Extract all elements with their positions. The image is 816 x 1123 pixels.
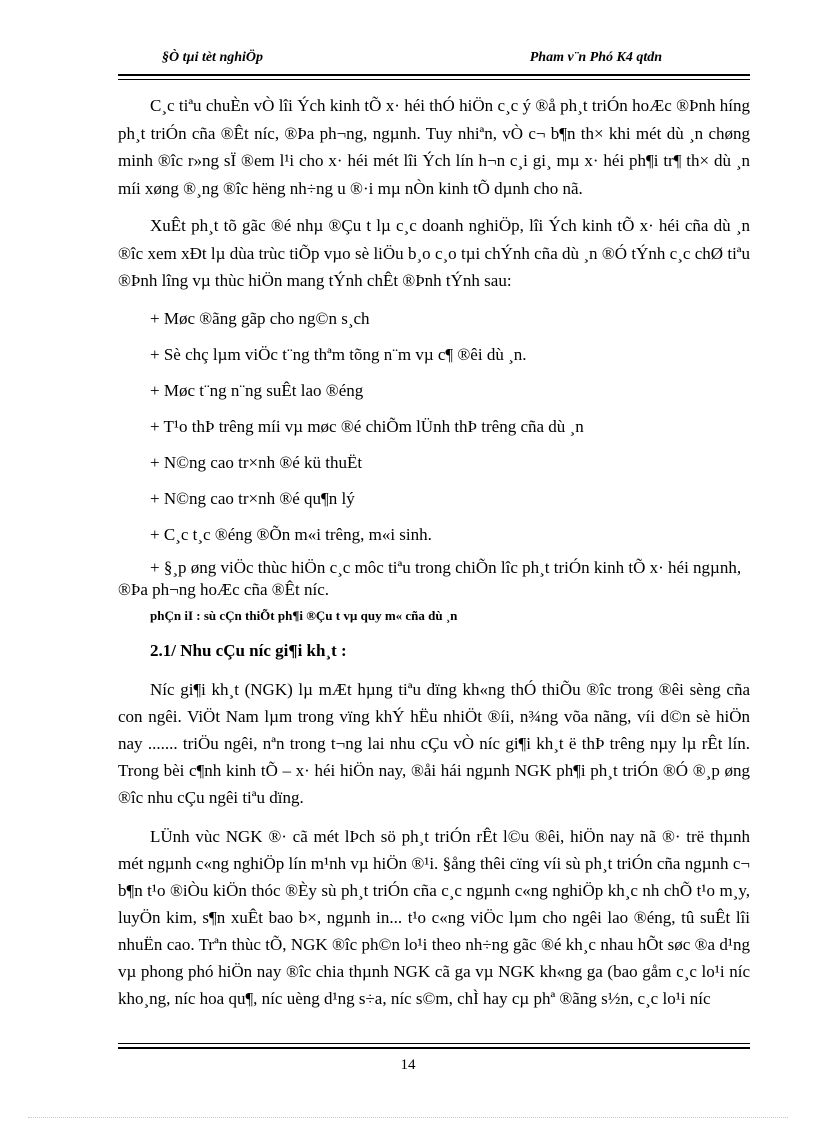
header-rule-thin <box>118 79 750 80</box>
list-item: + C¸c t¸c ®éng ®Õn m«i trêng, m«i sinh. <box>150 524 432 544</box>
subsection-heading: 2.1/ Nhu cÇu níc gi¶i kh¸t : <box>150 640 347 660</box>
page-header <box>118 50 750 72</box>
header-right-text: Pham v¨n Phó K4 qtdn <box>529 50 662 65</box>
paragraph: C¸c tiªu chuÈn vÒ lîi Ých kinh tÕ x· héi thÓ hiÖn c¸c ý ®å ph¸t triÓn hoÆc ®Þnh híng ph¸t triÓn cña ®Êt níc, ®Þa ph¬ng, ngµnh. Tuy nhiªn, vÒ c¬ b¶n th× khi mét dù ¸n chøng minh ®îc r»ng sÏ ®em l¹i cho x· héi mét lîi Ých lín h¬n c¸i gi¸ mµ x· héi ph¶i tr¶ th× dù ¸n míi xøng ®¸ng ®îc hëng nh÷ng u ®·i mµ nÒn kinh tÕ dµnh cho nã. <box>118 96 750 198</box>
list-item: + Møc ®ãng gãp cho ng©n s¸ch <box>150 308 370 328</box>
page-body <box>118 92 750 1024</box>
list-item: + Sè chç lµm viÖc t¨ng thªm tõng n¨m vµ c¶ ®êi dù ¸n. <box>150 344 527 364</box>
page-bottom-divider <box>28 1117 788 1118</box>
list-item: + N©ng cao tr×nh ®é kü thuËt <box>150 452 363 472</box>
list-item: + Møc t¨ng n¨ng suÊt lao ®éng <box>150 380 364 400</box>
list-item: + §¸p øng viÖc thùc hiÖn c¸c môc tiªu trong chiÕn lîc ph¸t triÓn kinh tÕ x· héi ngµnh, ®Þa ph¬ng hoÆc cña ®Êt níc. <box>118 557 742 599</box>
list-item: + T¹o thÞ trêng míi vµ møc ®é chiÕm lÜnh thÞ trêng cña dù ¸n <box>150 416 584 436</box>
page-number: 14 <box>400 1057 416 1073</box>
paragraph: Níc gi¶i kh¸t (NGK) lµ mÆt hµng tiªu dïng kh«ng thÓ thiÕu ®îc trong ®êi sèng cña con ngêi. ViÖt Nam lµm trong vïng khÝ hËu nhiÖt ®íi, n¾ng võa nãng, víi d©n sè hiÖn nay ....... triÖu ngêi, nªn trong t¬ng lai nhu cÇu vÒ níc gi¶i kh¸t ë thÞ trêng nµy lµ rÊt lín. Trong bèi c¶nh kinh tÕ – x· héi hiÖn nay, ®åi hái ngµnh NGK ph¶i ph¸t triÓn ®Ó ®¸p øng ®îc nhu cÇu ngêi tiªu dïng. <box>118 680 750 807</box>
footer-rule-thick <box>118 1047 750 1049</box>
header-rule-thick <box>118 74 750 76</box>
paragraph: XuÊt ph¸t tõ gãc ®é nhµ ®Çu t lµ c¸c doanh nghiÖp, lîi Ých kinh tÕ x· héi cña dù ¸n ®îc xem xÐt lµ dùa trùc tiÕp vµo sè liÖu b¸o c¸o tµi chÝnh cña dù ¸n ®Ó tÝnh c¸c chØ tiªu ®Þnh lîng vµ thùc hiÖn mang tÝnh chÊt ®Þnh tÝnh sau: <box>118 216 750 290</box>
criteria-list <box>118 305 750 601</box>
section-title: phÇn iI : sù cÇn thiÕt ph¶i ®Çu t vµ quy m« cña dù ¸n <box>150 607 458 623</box>
header-left-text: §Ò tµi tèt nghiÖp <box>162 50 264 65</box>
list-item: + N©ng cao tr×nh ®é qu¶n lý <box>150 488 355 508</box>
footer-rule-thin <box>118 1043 750 1044</box>
paragraph: LÜnh vùc NGK ®· cã mét lÞch sö ph¸t triÓn rÊt l©u ®êi, hiÖn nay nã ®· trë thµnh mét ngµnh c«ng nghiÖp lín m¹nh vµ hiÖn ®¹i. §ång thêi cïng víi sù ph¸t triÓn cña ngµnh c¬ b¶n t¹o ®iÒu kiÖn thóc ®Èy sù ph¸t triÓn cña c¸c ngµnh c«ng nghiÖp kh¸c nh chÕ t¹o m¸y, luyÖn kim, s¶n xuÊt bao b×, ngµnh in... t¹o c«ng viÖc lµm cho ngêi lao ®éng, tû suÊt lîi nhuËn cao. Trªn thùc tÕ, NGK ®îc ph©n lo¹i theo nh÷ng gãc ®é kh¸c nhau hÕt søc ®a d¹ng vµ phong phó hiÖn nay ®îc chia thµnh NGK cã ga vµ NGK kh«ng ga (bao gåm c¸c lo¹i níc kho¸ng, níc hoa qu¶, níc uèng d¹ng s÷a, níc s©m, chÌ hay cµ phª ®ãng s½n, c¸c lo¹i níc <box>118 827 750 1008</box>
